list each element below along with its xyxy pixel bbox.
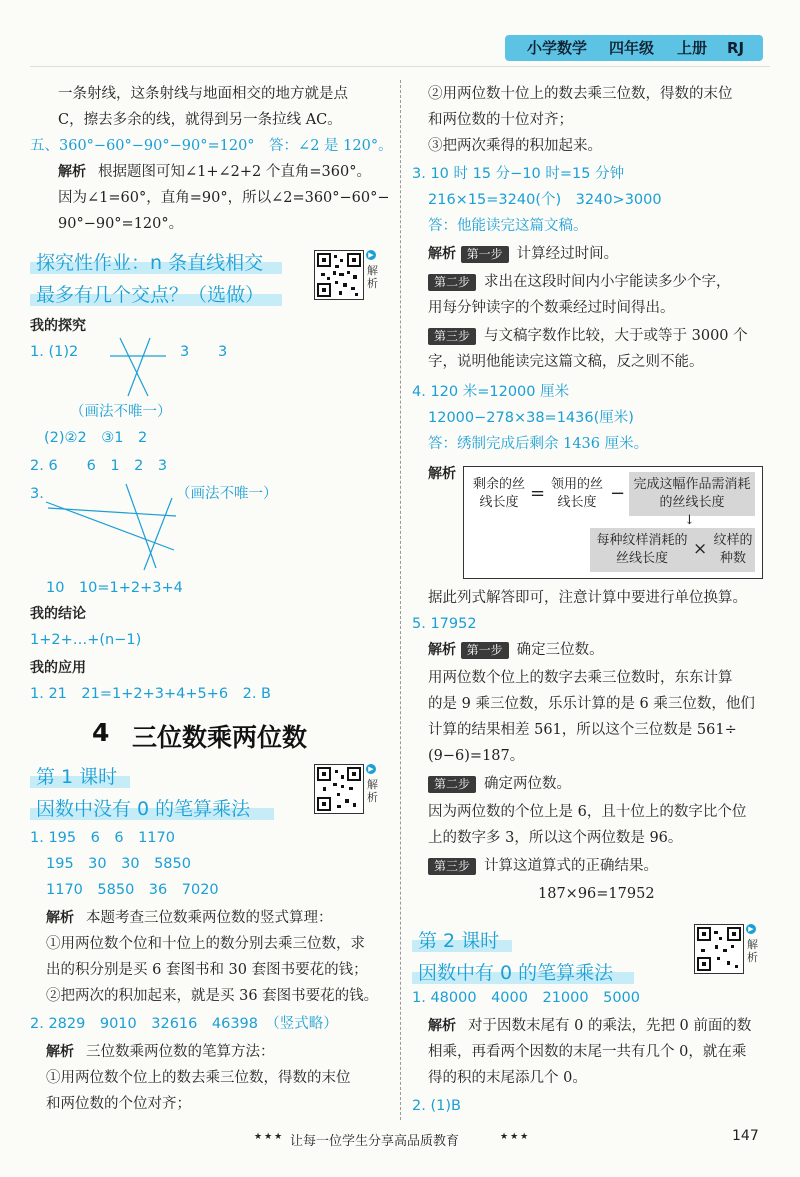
q5-analysis-label: 解析	[428, 642, 456, 658]
q5-step-3-text: 计算这道算式的正确结果。	[484, 858, 659, 874]
conclusion-formula: 1+2+…+(n−1)	[30, 632, 142, 648]
lesson2-analysis-label: 解析	[428, 1018, 456, 1034]
explore-answer-3: 3.	[30, 486, 44, 502]
explore-note-1: （画法不唯一）	[70, 404, 172, 420]
q3-step-3-text-a: 与文稿字数作比较，大于或等于 3000 个	[484, 328, 748, 344]
explore-answer-1-v2: 3	[218, 344, 228, 360]
q5-analysis-line-1: 根据题图可知∠1+∠2+2 个直角=360°。	[98, 164, 371, 180]
q5-text-6: 上的数字多 3，所以这个两位数是 96。	[428, 830, 683, 846]
q5-text-5: 因为两位数的个位上是 6，且十位上的数字比个位	[428, 804, 747, 820]
q4-answer-3: 答：绣制完成后剩余 1436 厘米。	[428, 436, 649, 452]
footer-slogan: 让每一位学生分享高品质教育	[290, 1134, 460, 1149]
lesson1-analysis-line-2: ①用两位数个位和十位上的数分别去乘三位数，求	[46, 936, 365, 952]
step-2-badge: 第二步	[428, 274, 476, 291]
explore-title-line-1: 探究性作业：n 条直线相交	[36, 252, 264, 274]
diagram-times: ×	[693, 539, 708, 559]
lesson1-q2-answer: 2. 2829 9010 32616 46398 （竖式略）	[30, 1016, 338, 1032]
footer-stars-left: ★★★	[254, 1132, 285, 1142]
q5-step-2-row	[428, 774, 571, 794]
qr-pattern-icon	[695, 925, 743, 973]
q3-answer-2: 216×15=3240(个) 3240>3000	[428, 192, 662, 208]
q5-text-3: 计算的结果相差 561，所以这个三位数是 561÷	[428, 722, 737, 738]
q5-step-2-text: 确定两位数。	[484, 776, 572, 792]
lesson1-title: 第 1 课时	[36, 766, 118, 788]
my-explore-heading: 我的探究	[30, 318, 86, 334]
lesson1-analysis-line-3: 出的积分别是买 6 套图书和 30 套图书要花的钱；	[46, 962, 368, 978]
lesson1-row-2: 195 30 30 5850	[46, 856, 191, 872]
diagram-equals: =	[530, 483, 546, 504]
diagram-minus: −	[610, 483, 626, 504]
explore-answer-2: 2. 6 6 1 2 3	[30, 458, 168, 474]
header-volume: 上册	[677, 39, 708, 57]
right-line-2: 和两位数的十位对齐；	[428, 112, 573, 128]
lesson2-analysis-line-2: 相乘，再看两个因数的末尾一共有几个 0，就在乘	[428, 1044, 747, 1060]
explore-answer-1-v1: 3	[180, 344, 190, 360]
diagram-each: 每种纹样消耗的丝线长度	[596, 533, 688, 566]
qr-label: 解析	[367, 778, 378, 804]
q3-step-2-text-b: 用每分钟读字的个数乘经过时间得出。	[428, 300, 675, 316]
step-3-badge: 第三步	[428, 328, 476, 345]
qr-pattern-icon	[315, 765, 363, 813]
page-number: 147	[732, 1128, 759, 1144]
q3-step-3-row	[428, 326, 748, 346]
q4-answer-2: 12000−278×38=1436(厘米)	[428, 410, 634, 426]
lesson1-row-3: 1170 5850 36 7020	[46, 882, 219, 898]
play-icon: ▶	[366, 764, 376, 774]
header-tab	[505, 35, 763, 61]
lesson1-q2-analysis-line-1: 三位数乘两位数的笔算方法：	[86, 1044, 275, 1060]
right-line-3: ③把两次乘得的积加起来。	[428, 138, 602, 154]
q5-analysis-label: 解析	[58, 164, 86, 180]
explore-title-line-2: 最多有几个交点？（选做）	[36, 284, 265, 306]
step-2-badge: 第二步	[428, 776, 476, 793]
q3-analysis-label: 解析	[428, 246, 456, 262]
q3-step-2-row	[428, 272, 731, 292]
q4-analysis-label: 解析	[428, 466, 456, 482]
diagram-remain: 剩余的丝线长度	[472, 477, 525, 510]
intro-line-2: C，擦去多余的线，就得到另一条拉线 AC。	[58, 112, 342, 128]
three-lines-drawing	[108, 336, 170, 398]
header-rule	[30, 66, 770, 67]
q3-step-1-row	[428, 244, 618, 264]
lesson1-analysis-line-4: ②把两次的积加起来，就是买 36 套图书要花的钱。	[46, 988, 379, 1004]
q4-note: 据此列式解答即可，注意计算中要进行单位换算。	[428, 590, 747, 606]
my-conclusion-heading: 我的结论	[30, 606, 86, 622]
lesson2-answer-2: 2. (1)B	[412, 1098, 461, 1114]
step-1-badge: 第一步	[461, 246, 509, 263]
lesson1-analysis-label: 解析	[46, 910, 74, 926]
diagram-kinds: 纹样的种数	[713, 533, 753, 566]
lesson2-answer-1: 1. 48000 4000 21000 5000	[412, 990, 640, 1006]
qr-label: 解析	[367, 264, 378, 290]
qr-code-icon[interactable]	[694, 924, 744, 974]
q3-step-1-text: 计算经过时间。	[516, 246, 619, 262]
header-grade: 四年级	[609, 39, 655, 57]
qr-code-icon[interactable]	[314, 250, 364, 300]
section-title: 三位数乘两位数	[132, 723, 308, 752]
intro-line-1: 一条射线，这条射线与地面相交的地方就是点	[58, 86, 348, 102]
q5-equation: 187×96=17952	[538, 886, 655, 902]
q3-answer-1: 3. 10 时 15 分−10 时=15 分钟	[412, 166, 625, 182]
diagram-used: 领用的丝线长度	[550, 477, 603, 510]
q5-step-1-row	[428, 640, 604, 660]
lesson1-q2-analysis-line-3: 和两位数的个位对齐；	[46, 1096, 191, 1112]
q5-text-4: (9−6)=187。	[428, 748, 525, 764]
q3-step-2-text-a: 求出在这段时间内小宇能读多少个字，	[484, 274, 731, 290]
q5-text-2: 的是 9 乘三位数，乐乐计算的是 6 乘三位数，他们	[428, 696, 755, 712]
lesson2-subtitle: 因数中有 0 的笔算乘法	[418, 962, 614, 984]
q5-answer: 5. 17952	[412, 616, 477, 632]
diagram-arrow: ↓	[684, 513, 695, 528]
q3-answer-3: 答：他能读完这篇文稿。	[428, 218, 588, 234]
lesson2-analysis-line-3: 得的积的末尾添几个 0。	[428, 1070, 587, 1086]
section-number: 4	[92, 718, 110, 747]
lesson2-title: 第 2 课时	[418, 930, 500, 952]
lesson1-q2-analysis-label: 解析	[46, 1044, 74, 1060]
lesson1-row-1: 1. 195 6 6 1170	[30, 830, 175, 846]
play-icon: ▶	[746, 924, 756, 934]
qr-label: 解析	[747, 938, 758, 964]
q5-step-3-row	[428, 856, 658, 876]
application-answer: 1. 21 21=1+2+3+4+5+6 2. B	[30, 686, 271, 702]
header-subject: 小学数学	[527, 39, 588, 57]
qr-pattern-icon	[315, 251, 363, 299]
q5-text-1: 用两位数个位上的数字去乘三位数时，东东计算	[428, 670, 733, 686]
step-3-badge: 第三步	[428, 858, 476, 875]
column-divider	[400, 80, 401, 1120]
my-application-heading: 我的应用	[30, 660, 86, 676]
q4-answer-1: 4. 120 米=12000 厘米	[412, 384, 570, 400]
lesson1-q2-analysis-line-2: ①用两位数个位上的数去乘三位数，得数的末位	[46, 1070, 351, 1086]
q5-analysis-line-2: 因为∠1=60°，直角=90°，所以∠2=360°−60°−	[58, 190, 390, 206]
q5-analysis-line-3: 90°−90°=120°。	[58, 216, 184, 232]
four-lines-drawing	[44, 480, 184, 572]
q5-step-1-text: 确定三位数。	[516, 642, 604, 658]
q5-answer: 五、360°−60°−90°−90°=120° 答：∠2 是 120°。	[30, 138, 393, 154]
play-icon: ▶	[366, 250, 376, 260]
header-edition: RJ	[727, 39, 745, 57]
q3-step-3-text-b: 字，说明他能读完这篇文稿，反之则不能。	[428, 354, 704, 370]
diagram-need: 完成这幅作品需消耗的丝线长度	[633, 477, 751, 510]
lesson2-analysis-line-1: 对于因数末尾有 0 的乘法，先把 0 前面的数	[468, 1018, 752, 1034]
footer-stars-right: ★★★	[500, 1132, 531, 1142]
right-line-1: ②用两位数十位上的数去乘三位数，得数的末位	[428, 86, 733, 102]
lesson1-subtitle: 因数中没有 0 的笔算乘法	[36, 798, 251, 820]
step-1-badge: 第一步	[461, 642, 509, 659]
explore-answer-1b: (2)②2 ③1 2	[44, 430, 148, 446]
explore-answer-1: 1. (1)2	[30, 344, 79, 360]
qr-code-icon[interactable]	[314, 764, 364, 814]
lesson1-analysis-line-1: 本题考查三位数乘两位数的竖式算理：	[86, 910, 333, 926]
explore-answer-3-result: 10 10=1+2+3+4	[46, 580, 183, 596]
explore-note-3: （画法不唯一）	[176, 486, 278, 502]
